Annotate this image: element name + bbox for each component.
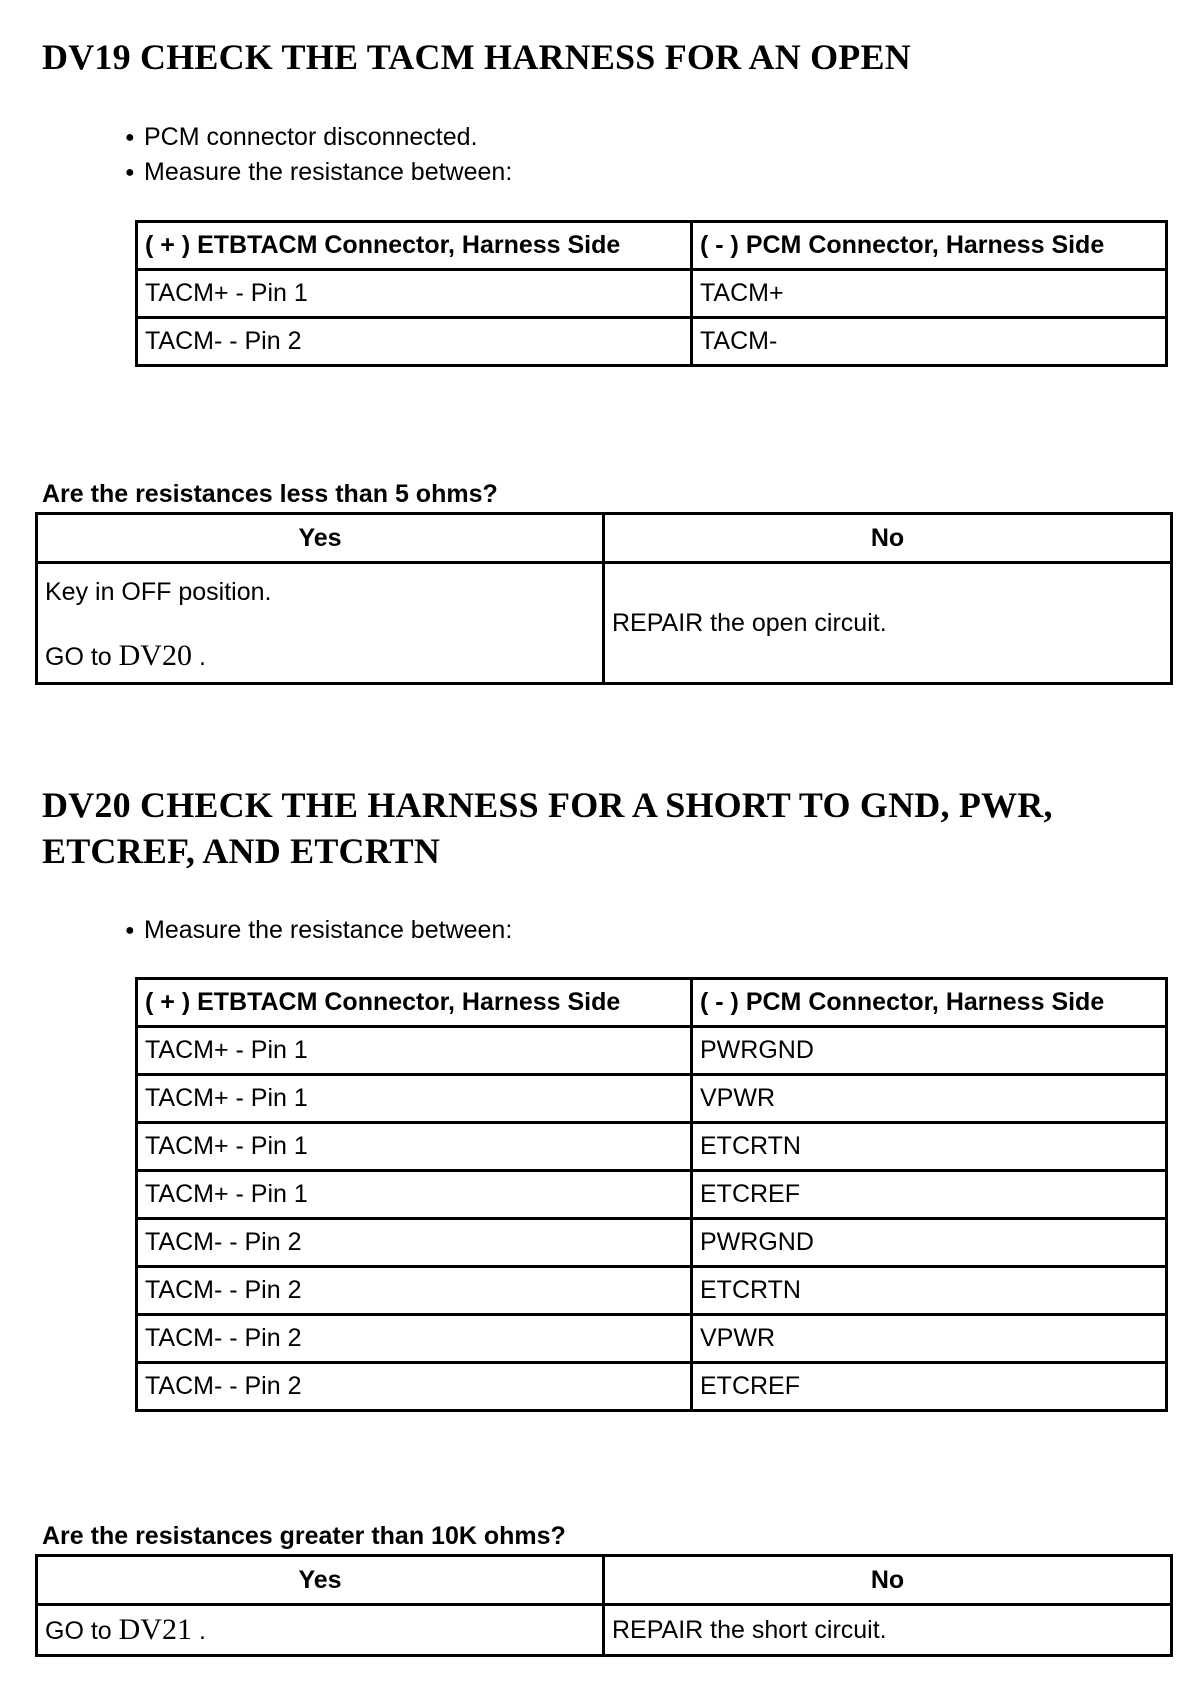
- column-header-positive: ( + ) ETBTACM Connector, Harness Side: [137, 979, 692, 1027]
- yes-goto: GO to DV20 .: [45, 638, 206, 672]
- dv20-measurement-table: [135, 977, 1168, 1412]
- answer-row: [37, 563, 1172, 684]
- table-row: [137, 318, 1167, 366]
- cell-positive: TACM+ - Pin 1: [137, 270, 692, 318]
- answer-row: [37, 1605, 1172, 1656]
- dv20-bullet-list: [125, 913, 512, 948]
- bullet-icon: ●: [125, 922, 135, 939]
- table-row: [137, 1171, 1167, 1219]
- bullet-item: ● Measure the resistance between:: [125, 913, 512, 948]
- cell-negative: PWRGND: [692, 1219, 1167, 1267]
- cell-negative: TACM+: [692, 270, 1167, 318]
- dv20-title: DV20 CHECK THE HARNESS FOR A SHORT TO GND, PWR, ETCREF, AND ETCRTN: [42, 785, 1053, 871]
- answer-header-row: [37, 1556, 1172, 1605]
- dv19-question: Are the resistances less than 5 ohms?: [42, 480, 498, 508]
- no-header: No: [604, 1556, 1172, 1605]
- dv20-question: Are the resistances greater than 10K ohms?: [42, 1522, 566, 1550]
- cell-negative: ETCREF: [692, 1363, 1167, 1411]
- bullet-icon: ●: [125, 164, 135, 181]
- cell-negative: VPWR: [692, 1075, 1167, 1123]
- answer-header-row: [37, 514, 1172, 563]
- cell-positive: TACM- - Pin 2: [137, 318, 692, 366]
- goto-link-dv21[interactable]: DV21: [118, 1613, 192, 1646]
- bullet-item: ● PCM connector disconnected.: [125, 120, 512, 155]
- goto-link-dv20[interactable]: DV20: [118, 638, 192, 672]
- yes-cell: [37, 1605, 604, 1656]
- cell-negative: ETCRTN: [692, 1267, 1167, 1315]
- cell-negative: VPWR: [692, 1315, 1167, 1363]
- yes-instruction: Key in OFF position.: [45, 577, 272, 606]
- cell-negative: ETCRTN: [692, 1123, 1167, 1171]
- cell-positive: TACM- - Pin 2: [137, 1315, 692, 1363]
- table-row: [137, 1219, 1167, 1267]
- bullet-item: ● Measure the resistance between:: [125, 155, 512, 190]
- cell-positive: TACM+ - Pin 1: [137, 1075, 692, 1123]
- table-row: [137, 1123, 1167, 1171]
- cell-positive: TACM- - Pin 2: [137, 1363, 692, 1411]
- table-header-row: [137, 222, 1167, 270]
- dv19-measurement-table: [135, 220, 1168, 367]
- column-header-negative: ( - ) PCM Connector, Harness Side: [692, 222, 1167, 270]
- dv19-answer-table: [35, 512, 1173, 685]
- column-header-positive: ( + ) ETBTACM Connector, Harness Side: [137, 222, 692, 270]
- table-row: [137, 1027, 1167, 1075]
- table-header-row: [137, 979, 1167, 1027]
- table-row: [137, 1075, 1167, 1123]
- cell-positive: TACM- - Pin 2: [137, 1267, 692, 1315]
- cell-positive: TACM+ - Pin 1: [137, 1171, 692, 1219]
- no-cell: REPAIR the open circuit.: [604, 563, 1172, 684]
- dv19-bullet-list: [125, 120, 512, 190]
- no-cell: REPAIR the short circuit.: [604, 1605, 1172, 1656]
- column-header-negative: ( - ) PCM Connector, Harness Side: [692, 979, 1167, 1027]
- yes-header: Yes: [37, 514, 604, 563]
- no-header: No: [604, 514, 1172, 563]
- cell-negative: ETCREF: [692, 1171, 1167, 1219]
- table-row: [137, 1363, 1167, 1411]
- table-row: [137, 1315, 1167, 1363]
- dv19-title: DV19 CHECK THE TACM HARNESS FOR AN OPEN: [42, 37, 911, 77]
- cell-negative: PWRGND: [692, 1027, 1167, 1075]
- bullet-icon: ●: [125, 129, 135, 146]
- yes-header: Yes: [37, 1556, 604, 1605]
- table-row: [137, 1267, 1167, 1315]
- cell-positive: TACM+ - Pin 1: [137, 1123, 692, 1171]
- cell-negative: TACM-: [692, 318, 1167, 366]
- cell-positive: TACM+ - Pin 1: [137, 1027, 692, 1075]
- dv20-answer-table: [35, 1554, 1173, 1657]
- yes-goto: GO to DV21 .: [45, 1613, 206, 1646]
- yes-cell: [37, 563, 604, 684]
- table-row: [137, 270, 1167, 318]
- cell-positive: TACM- - Pin 2: [137, 1219, 692, 1267]
